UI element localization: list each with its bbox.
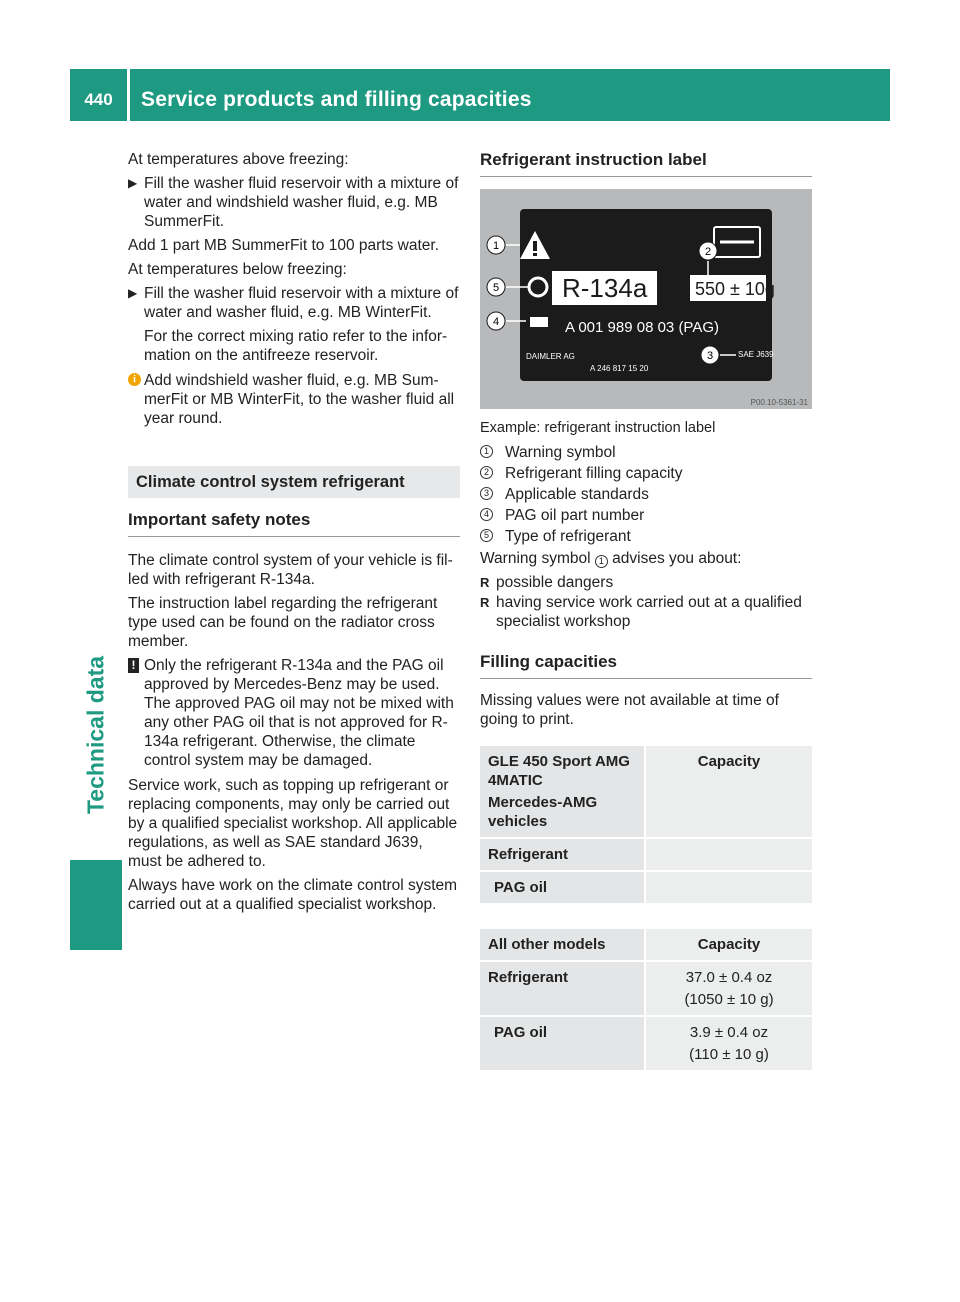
missing-values-note: Missing values were not available at time of going to print. (480, 692, 779, 728)
label-standard: SAE J639 (738, 350, 774, 359)
row-label: Refrigerant (480, 838, 645, 871)
label-part-number: A 001 989 08 03 (PAG) (565, 319, 719, 336)
row-label: PAG oil (480, 1016, 645, 1071)
row-label: Refrigerant (480, 961, 645, 1016)
callout-1: 1 (492, 240, 500, 252)
arrow-icon: ▶ (128, 286, 138, 300)
row-value (645, 838, 812, 871)
label-refrigerant: R-134a (562, 273, 648, 303)
chapter-marker (70, 860, 122, 950)
table-row (480, 961, 812, 1016)
capacity-table-other (480, 929, 812, 1072)
warning-symbol-sentence: Warning symbol 1 advises you about: (480, 550, 742, 567)
heading-instruction-label: Refrigerant instruction label (480, 150, 812, 177)
row-value-metric: (1050 ± 10 g) (684, 991, 774, 1008)
table-row (480, 871, 812, 904)
legend-item: 2 Refrigerant filling capacity (480, 464, 812, 483)
paragraph-mixing: Add 1 part MB SummerFit to 100 parts water. (128, 237, 439, 254)
legend-list (480, 443, 812, 546)
table-row (480, 1016, 812, 1071)
table-head-model: All other models (480, 929, 645, 961)
capacity-table-amg (480, 746, 812, 905)
arrow-icon: ▶ (128, 176, 138, 190)
row-value (645, 871, 812, 904)
callout-5: 5 (492, 282, 500, 294)
table-row (480, 838, 812, 871)
callout-3: 3 (706, 350, 714, 362)
legend-item: 5 Type of refrigerant (480, 527, 812, 546)
table-head-model: GLE 450 Sport AMG 4MATIC (488, 753, 630, 789)
page-number: 440 (84, 90, 113, 109)
side-chapter-tab (70, 560, 122, 950)
header-divider (127, 69, 130, 121)
info-note-text: Add windshield washer fluid, e.g. MB Sum- merFit or MB WinterFit, to the washer fluid all year round. (144, 372, 455, 427)
info-note (128, 371, 460, 428)
callout-2: 2 (704, 246, 712, 258)
legend-item: 4 PAG oil part number (480, 506, 812, 525)
refrigerant-label-image (480, 189, 812, 409)
table-head-capacity: Capacity (645, 929, 812, 961)
left-column (128, 150, 460, 919)
chapter-label: Technical data (82, 655, 109, 815)
warning-icon: ! (128, 658, 139, 673)
label-capacity: 550 ± 10g (695, 279, 775, 299)
table-head-model-2: Mercedes-AMG vehicles (488, 794, 598, 830)
row-value: 3.9 ± 0.4 oz (689, 1024, 769, 1041)
step-sub-text: For the correct mixing ratio refer to the infor- mation on the antifreeze reservoir. (144, 328, 448, 364)
image-code: P00.10-5361-31 (750, 398, 808, 407)
row-label: PAG oil (480, 871, 645, 904)
step-winter (128, 284, 460, 322)
bullet-item: R possible dangers (480, 574, 614, 591)
label-maker: DAIMLER AG (526, 352, 575, 361)
callout-4: 4 (492, 316, 500, 328)
bullet-item: R having service work carried out at a qualified specialist workshop (480, 594, 802, 630)
paragraph-refrigerant: The climate control system of your vehicle is fil- led with refrigerant R-134a. (128, 552, 453, 588)
paragraph-above-freezing: At temperatures above freezing: (128, 151, 349, 168)
section-band-title: Climate control system refrigerant (128, 466, 460, 498)
image-caption: Example: refrigerant instruction label (480, 420, 716, 436)
page-title: Service products and filling capacities (141, 88, 532, 111)
page-header (70, 69, 890, 121)
paragraph-below-freezing: At temperatures below freezing: (128, 261, 347, 278)
step-summer (128, 174, 460, 231)
section-heading: Important safety notes (128, 510, 460, 537)
row-value: 37.0 ± 0.4 oz (685, 969, 773, 986)
heading-filling-capacities: Filling capacities (480, 652, 812, 679)
step-text: Fill the washer fluid reservoir with a mixture of water and windshield washer fluid, e.g. MB SummerFit. (144, 175, 459, 230)
paragraph-workshop: Always have work on the climate control system carried out at a qualified specialist workshop. (128, 877, 458, 913)
table-header-row (480, 746, 812, 838)
step-text: Fill the washer fluid reservoir with a mixture of water and washer fluid, e.g. MB WinterFit. (144, 285, 459, 321)
label-illustration (480, 189, 812, 409)
info-icon: i (128, 373, 141, 386)
table-header-row (480, 929, 812, 961)
table-head-capacity: Capacity (645, 746, 812, 838)
legend-item: 3 Applicable standards (480, 485, 812, 504)
row-value-metric: (110 ± 10 g) (689, 1046, 769, 1063)
warning-note (128, 656, 460, 770)
paragraph-label-location: The instruction label regarding the refrigerant type used can be found on the radiator cross member. (128, 595, 438, 650)
right-column (480, 150, 812, 1072)
warning-text: Only the refrigerant R-134a and the PAG oil approved by Mercedes-Benz may be used. The approved PAG oil may not be mixed with any other PAG oil that is not approved for R-134a refrigerant. Otherwise, the climate control system may be damaged. (144, 657, 454, 769)
paragraph-service: Service work, such as topping up refrigerant or replacing components, may only be carried out by a qualified specialist workshop. All applicable regulations, as well as SAE standard J639, must be adhered to. (128, 777, 458, 870)
label-code: A 246 817 15 20 (590, 364, 649, 373)
oil-can-icon (530, 317, 548, 327)
legend-item: 1 Warning symbol (480, 443, 812, 462)
